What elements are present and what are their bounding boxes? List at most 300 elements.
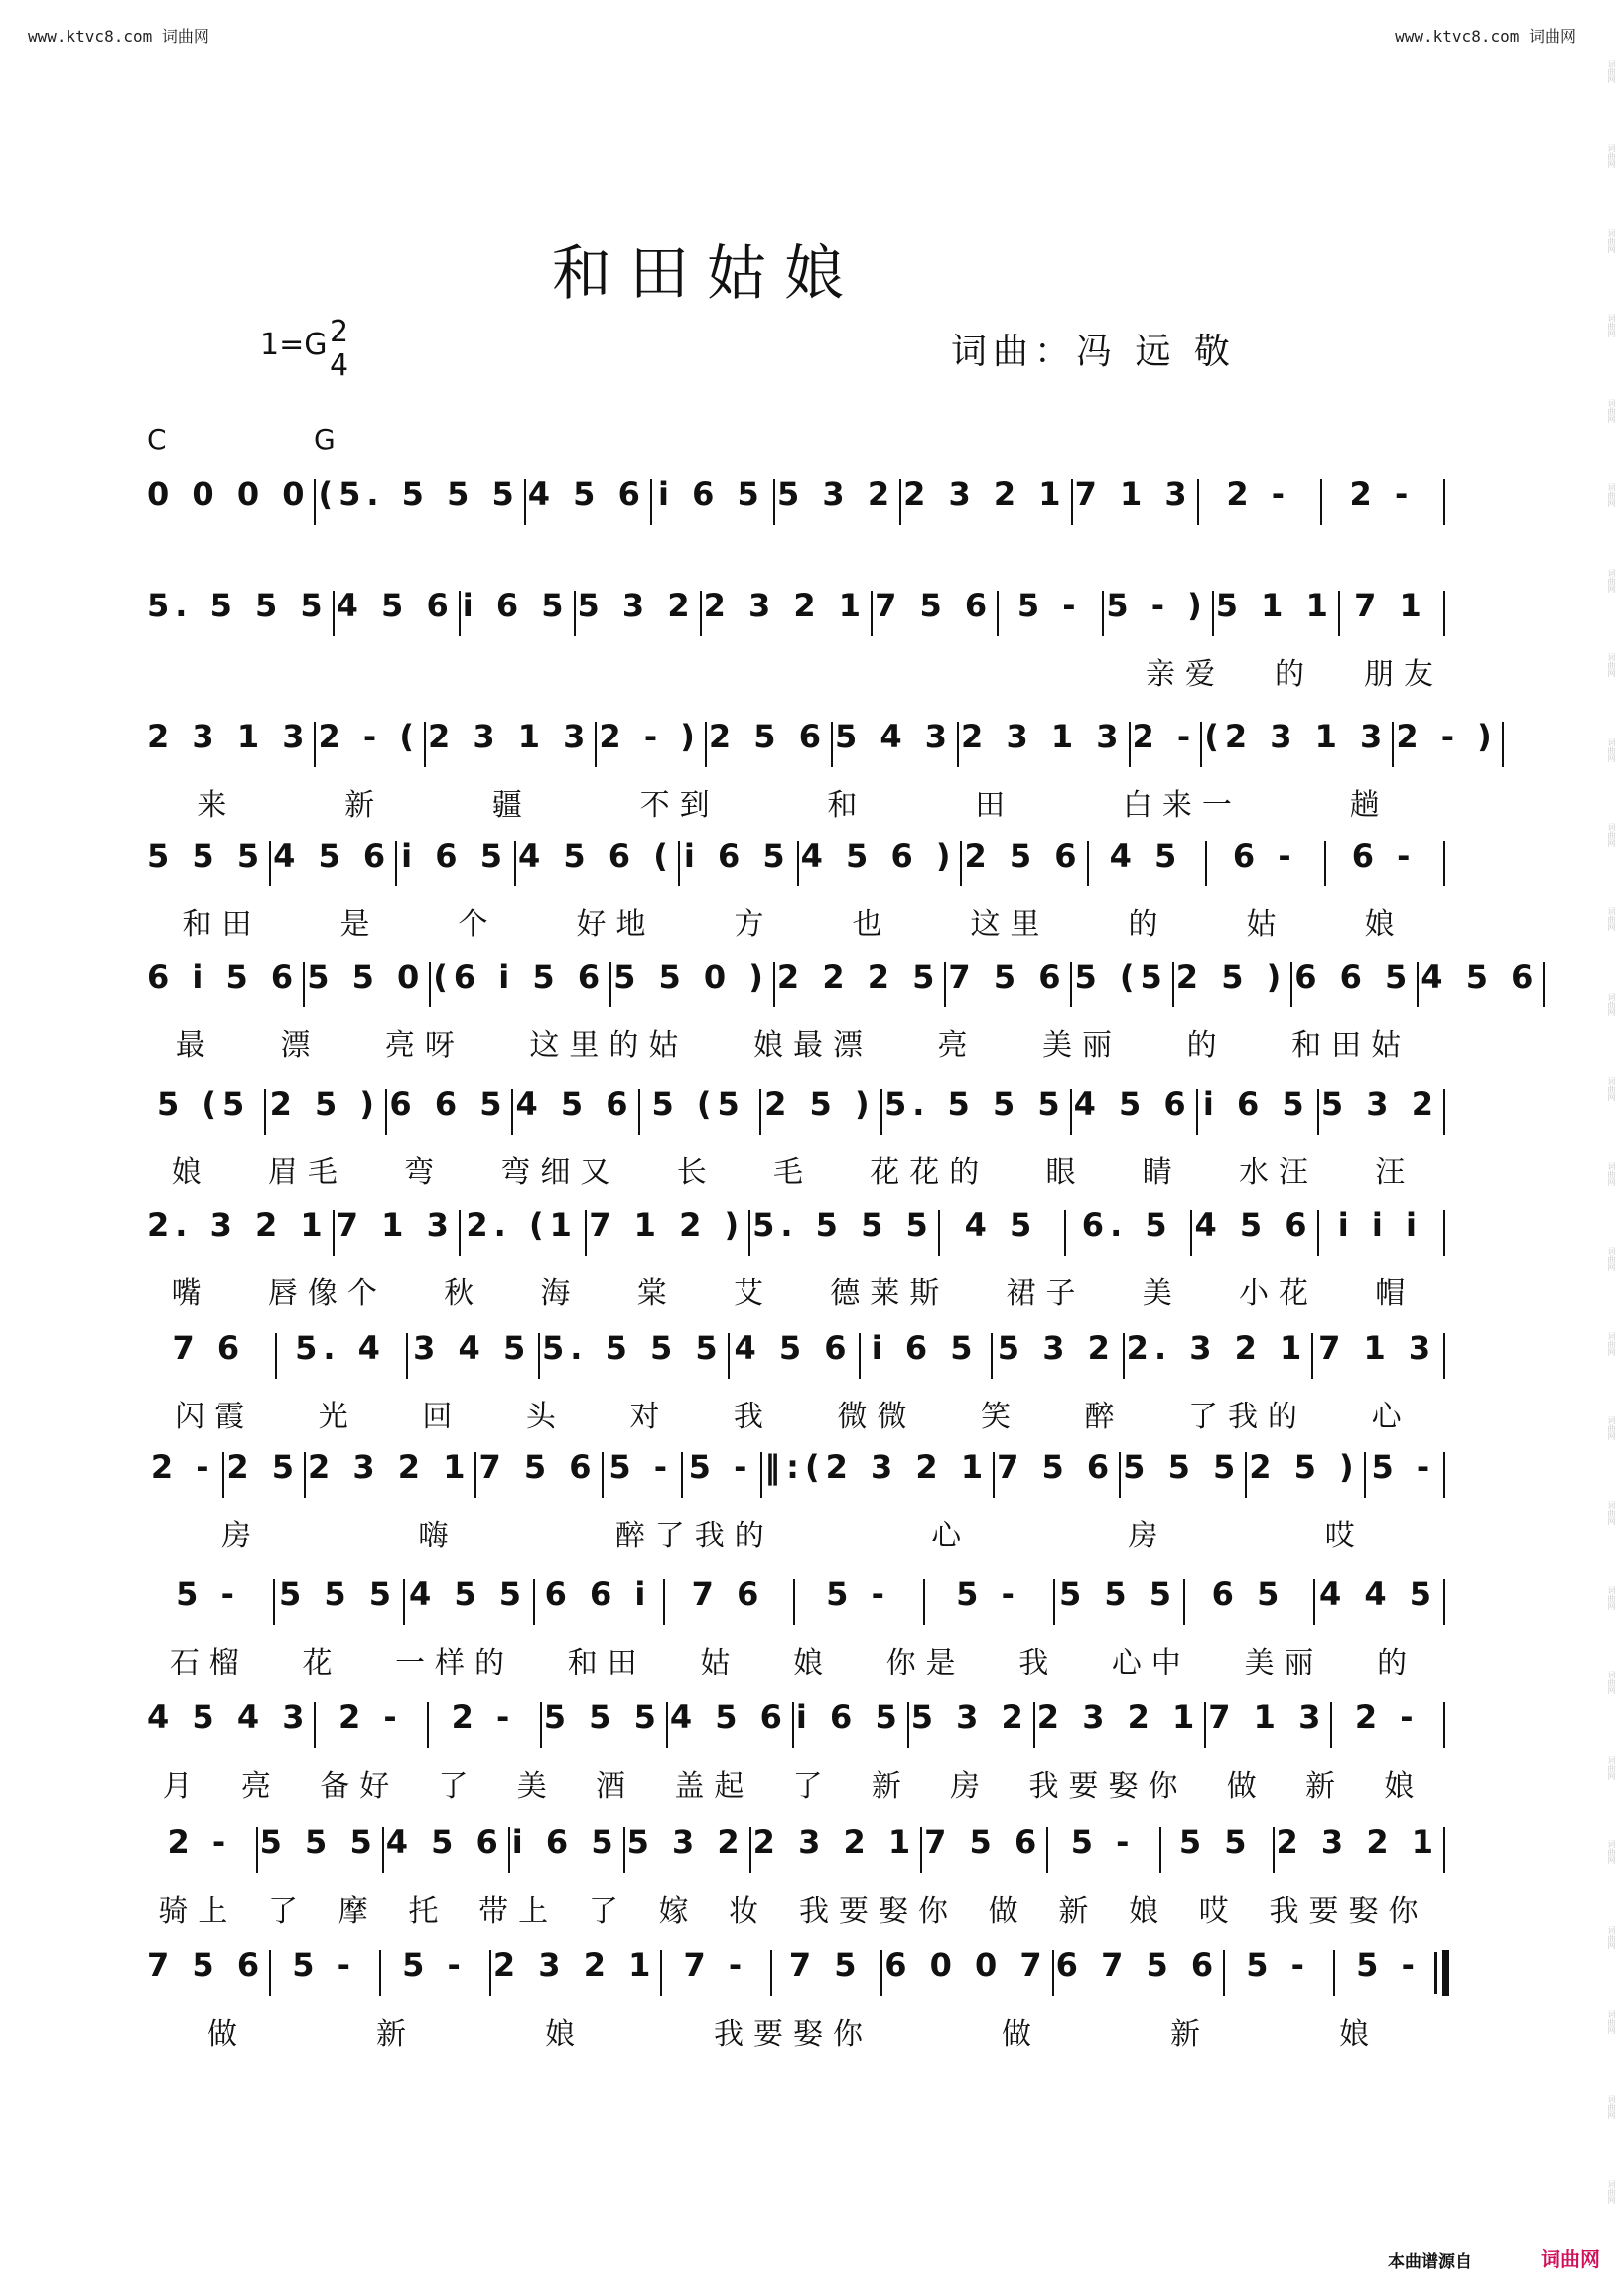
notes-row bbox=[143, 828, 1443, 883]
lyric-syllable: 托 bbox=[408, 1894, 449, 1929]
measure: 5. 5 5 5 bbox=[538, 1329, 728, 1367]
notes-row bbox=[143, 1439, 1443, 1495]
measure: 5 3 2 bbox=[1317, 1085, 1443, 1123]
song-title: 和田姑娘 bbox=[552, 239, 862, 309]
measure: (2 3 1 3 bbox=[1200, 718, 1392, 755]
lyric-syllable: 德莱斯 bbox=[830, 1276, 950, 1311]
lyric-syllable: 白来一 bbox=[1122, 788, 1242, 823]
measure: i 6 5 bbox=[859, 1329, 991, 1367]
lyric-syllable: 哎 bbox=[1198, 1894, 1239, 1929]
measure: 5 - bbox=[1364, 1448, 1443, 1486]
measure: 5 1 1 bbox=[1212, 587, 1338, 624]
notes-row bbox=[143, 1814, 1443, 1870]
lyric-syllable: 来 bbox=[197, 788, 237, 823]
measure: 7 1 3 bbox=[1311, 1329, 1443, 1367]
notes-row bbox=[143, 467, 1443, 522]
lyric-syllable: 新 bbox=[376, 2017, 416, 2052]
notes-row bbox=[143, 578, 1443, 633]
measure: 5 (5 bbox=[143, 1085, 264, 1123]
lyric-syllable: 花花的 bbox=[870, 1155, 990, 1190]
lyric-syllable: 对 bbox=[629, 1400, 670, 1434]
side-watermark-mark: 词曲网 bbox=[1607, 1501, 1616, 1526]
lyric-syllable: 心 bbox=[931, 1519, 972, 1553]
measure: 7 6 bbox=[143, 1329, 275, 1367]
measure: 7 1 3 bbox=[1071, 475, 1197, 513]
measure: 6 5 bbox=[1183, 1575, 1313, 1613]
lyric-syllable: 备好 bbox=[320, 1769, 400, 1804]
lyric-syllable: 这里的姑 bbox=[529, 1028, 689, 1063]
measure: 2 3 1 3 bbox=[143, 718, 314, 755]
measure: 6 7 5 6 bbox=[1052, 1946, 1223, 1984]
lyric-syllable: 我 bbox=[1018, 1646, 1059, 1680]
measure: 4 5 6 bbox=[382, 1823, 508, 1861]
measure: i 6 5 bbox=[792, 1698, 907, 1736]
notes-row bbox=[143, 1197, 1443, 1253]
measure: 4 5 6 bbox=[1070, 1085, 1196, 1123]
measure: 5 - bbox=[997, 587, 1102, 624]
chord-symbol: G bbox=[314, 423, 336, 456]
side-watermark-mark: 词曲网 bbox=[1607, 144, 1616, 169]
side-watermark-mark: 词曲网 bbox=[1607, 1161, 1616, 1186]
lyrics-row bbox=[143, 1269, 1443, 1311]
measure: 6 i 5 6 bbox=[143, 958, 303, 996]
lyric-syllable: 房 bbox=[221, 1519, 262, 1553]
side-watermark-mark: 词曲网 bbox=[1607, 822, 1616, 847]
lyric-syllable: 嘴 bbox=[171, 1276, 211, 1311]
side-watermark-mark: 词曲网 bbox=[1607, 653, 1616, 678]
lyric-syllable: 姑 bbox=[700, 1646, 741, 1680]
lyric-syllable: 房 bbox=[950, 1769, 991, 1804]
lyric-syllable: 娘 bbox=[545, 2017, 585, 2052]
lyric-syllable: 笑 bbox=[980, 1400, 1020, 1434]
chord-symbol: C bbox=[147, 423, 167, 456]
measure: 5 - bbox=[681, 1448, 760, 1486]
notes-row bbox=[143, 1320, 1443, 1376]
measure: 2 3 2 1 bbox=[899, 475, 1070, 513]
measure: 7 1 3 bbox=[1204, 1698, 1330, 1736]
lyric-syllable: 新 bbox=[344, 788, 385, 823]
measure: 6 - bbox=[1324, 837, 1443, 874]
measure: 5 - bbox=[143, 1575, 273, 1613]
side-watermark-mark: 词曲网 bbox=[1607, 1247, 1616, 1272]
measure: 4 5 6 bbox=[728, 1329, 860, 1367]
measure: 5 - bbox=[1333, 1946, 1443, 1984]
lyric-syllable: 亮 bbox=[240, 1769, 281, 1804]
lyric-syllable: 一样的 bbox=[395, 1646, 515, 1680]
notes-row bbox=[143, 1938, 1443, 1993]
side-watermark-mark: 词曲网 bbox=[1607, 1331, 1616, 1356]
lyric-syllable: 美 bbox=[516, 1769, 557, 1804]
score-system bbox=[143, 423, 1443, 586]
lyric-syllable: 我要娶你 bbox=[798, 1894, 958, 1929]
measure: 4 5 6 bbox=[511, 1085, 637, 1123]
measure: 7 - bbox=[660, 1946, 770, 1984]
notes-row bbox=[143, 1566, 1443, 1622]
lyric-syllable: 姑 bbox=[1246, 907, 1286, 942]
measure: 5 5 5 bbox=[256, 1823, 382, 1861]
lyric-syllable: 做 bbox=[1226, 1769, 1267, 1804]
lyric-syllable: 的 bbox=[1377, 1646, 1418, 1680]
lyric-syllable: 闪霞 bbox=[175, 1400, 255, 1434]
side-watermark-mark: 词曲网 bbox=[1607, 2094, 1616, 2119]
measure: 4 5 4 3 bbox=[143, 1698, 314, 1736]
measure: 2. 3 2 1 bbox=[1123, 1329, 1312, 1367]
lyric-syllable: 娘 bbox=[1129, 1894, 1169, 1929]
measure: 5 - ) bbox=[1102, 587, 1211, 624]
measure: (6 i 5 6 bbox=[429, 958, 609, 996]
score-system bbox=[143, 1197, 1443, 1316]
measure: 2 3 1 3 bbox=[424, 718, 595, 755]
lyric-syllable: 酒 bbox=[596, 1769, 636, 1804]
measure: 5 5 0 bbox=[303, 958, 429, 996]
lyrics-row bbox=[143, 2009, 1443, 2052]
measure: 5 - bbox=[793, 1575, 923, 1613]
score-system bbox=[143, 1566, 1443, 1685]
lyric-syllable: 醉 bbox=[1084, 1400, 1125, 1434]
measure: 2 5 ) bbox=[264, 1085, 385, 1123]
lyrics-row bbox=[143, 1886, 1443, 1929]
lyrics-row bbox=[143, 1020, 1443, 1063]
measure: 2 3 2 1 bbox=[1033, 1698, 1204, 1736]
lyrics-row bbox=[143, 1147, 1443, 1190]
lyric-syllable: 了我的 bbox=[1188, 1400, 1308, 1434]
score-system bbox=[143, 1320, 1443, 1439]
measure: 4 5 6 bbox=[333, 587, 459, 624]
side-watermark-mark: 词曲网 bbox=[1607, 992, 1616, 1016]
measure: 7 6 bbox=[663, 1575, 793, 1613]
lyric-syllable: 眼 bbox=[1045, 1155, 1086, 1190]
lyric-syllable: 房 bbox=[1128, 1519, 1168, 1553]
lyric-syllable: 摩 bbox=[338, 1894, 378, 1929]
side-watermark-mark: 词曲网 bbox=[1607, 228, 1616, 253]
measure: 5 - bbox=[602, 1448, 681, 1486]
lyric-syllable: 做 bbox=[988, 1894, 1028, 1929]
lyric-syllable: 长 bbox=[676, 1155, 717, 1190]
side-watermark-mark: 词曲网 bbox=[1607, 2010, 1616, 2035]
side-watermark-mark: 词曲网 bbox=[1607, 398, 1616, 423]
key-signature: 1=G bbox=[260, 328, 328, 362]
measure: 2 - bbox=[1320, 475, 1443, 513]
measure: 2 3 2 1 bbox=[489, 1946, 660, 1984]
lyric-syllable: 心 bbox=[1371, 1400, 1412, 1434]
lyric-syllable: 带上 bbox=[478, 1894, 559, 1929]
notes-row bbox=[143, 709, 1498, 764]
measure: 5 5 5 bbox=[1053, 1575, 1183, 1613]
measure: 2 5 ) bbox=[1172, 958, 1290, 996]
lyric-syllable: 石榴 bbox=[169, 1646, 249, 1680]
lyric-syllable: 了 bbox=[438, 1769, 478, 1804]
side-watermark-mark: 词曲网 bbox=[1607, 737, 1616, 762]
lyric-syllable: 艾 bbox=[733, 1276, 773, 1311]
measure: i 6 5 bbox=[650, 475, 773, 513]
measure: 2 - bbox=[1330, 1698, 1443, 1736]
measure: 7 1 bbox=[1338, 587, 1443, 624]
lyric-syllable: 我要娶你 bbox=[1028, 1769, 1188, 1804]
measure: 5 5 5 bbox=[273, 1575, 403, 1613]
lyric-syllable: 睛 bbox=[1142, 1155, 1182, 1190]
lyric-syllable: 的 bbox=[1128, 907, 1168, 942]
lyric-syllable: 水汪 bbox=[1239, 1155, 1319, 1190]
measure: 4 5 bbox=[938, 1206, 1064, 1244]
measure: 2 5 bbox=[222, 1448, 304, 1486]
measure: 0 0 0 0 bbox=[143, 475, 314, 513]
lyric-syllable: 我要娶你 bbox=[714, 2017, 873, 2052]
lyric-syllable: 裙子 bbox=[1006, 1276, 1086, 1311]
measure: 2 3 1 3 bbox=[957, 718, 1128, 755]
lyric-syllable: 回 bbox=[422, 1400, 463, 1434]
lyric-syllable: 不到 bbox=[639, 788, 720, 823]
score-system bbox=[143, 949, 1540, 1068]
lyric-syllable: 美丽 bbox=[1244, 1646, 1324, 1680]
score-system bbox=[143, 1938, 1443, 2057]
footer-source-text: 本曲谱源自 bbox=[1388, 2252, 1472, 2272]
side-watermark-mark: 词曲网 bbox=[1607, 483, 1616, 508]
measure: ‖:(2 3 2 1 bbox=[760, 1448, 993, 1486]
measure: 5 - bbox=[269, 1946, 379, 1984]
measure: 2 2 2 5 bbox=[773, 958, 944, 996]
measure: 5 - bbox=[923, 1575, 1053, 1613]
lyric-syllable: 和 bbox=[827, 788, 868, 823]
measure: i 6 5 bbox=[459, 587, 574, 624]
lyric-syllable: 嫁 bbox=[658, 1894, 699, 1929]
measure: 2 - bbox=[143, 1823, 256, 1861]
measure: 5 3 2 bbox=[907, 1698, 1033, 1736]
lyrics-row bbox=[143, 899, 1443, 942]
lyric-syllable: 新 bbox=[1058, 1894, 1099, 1929]
lyric-syllable: 娘 bbox=[1364, 907, 1405, 942]
side-watermark-mark: 词曲网 bbox=[1607, 568, 1616, 593]
side-watermark-mark: 词曲网 bbox=[1607, 60, 1616, 83]
score-system bbox=[143, 1814, 1443, 1934]
notes-row bbox=[143, 949, 1540, 1005]
lyric-syllable: 个 bbox=[458, 907, 498, 942]
measure: 2 5 6 bbox=[705, 718, 831, 755]
lyric-syllable: 好地 bbox=[576, 907, 656, 942]
measure: 5 5 5 bbox=[143, 837, 269, 874]
lyric-syllable: 头 bbox=[525, 1400, 566, 1434]
lyric-syllable: 做 bbox=[207, 2017, 247, 2052]
lyric-syllable: 了 bbox=[268, 1894, 309, 1929]
measure: 5 5 5 bbox=[540, 1698, 666, 1736]
header-right-url: www.ktvc8.com 词曲网 bbox=[1395, 27, 1576, 46]
measure: 5 3 2 bbox=[623, 1823, 749, 1861]
lyric-syllable: 小花 bbox=[1239, 1276, 1319, 1311]
lyric-syllable: 美 bbox=[1142, 1276, 1182, 1311]
time-signature-top: 2 bbox=[330, 315, 349, 349]
side-watermark-mark: 词曲网 bbox=[1607, 1755, 1616, 1780]
lyric-syllable: 娘 bbox=[1339, 2017, 1379, 2052]
score-system bbox=[143, 1076, 1443, 1195]
lyric-syllable: 趟 bbox=[1349, 788, 1390, 823]
measure: 7 5 bbox=[770, 1946, 880, 1984]
measure: 6 6 5 bbox=[385, 1085, 511, 1123]
measure: 5 - bbox=[1223, 1946, 1333, 1984]
lyric-syllable: 了 bbox=[792, 1769, 833, 1804]
measure: 5 3 2 bbox=[574, 587, 700, 624]
side-watermark-mark: 词曲网 bbox=[1607, 2179, 1616, 2204]
lyric-syllable: 亮呀 bbox=[384, 1028, 465, 1063]
measure: 5 - bbox=[379, 1946, 489, 1984]
lyric-syllable: 了 bbox=[588, 1894, 628, 1929]
lyric-syllable: 汪 bbox=[1375, 1155, 1416, 1190]
lyric-syllable: 方 bbox=[734, 907, 774, 942]
measure: 2 - bbox=[143, 1448, 222, 1486]
lyric-syllable: 弯 bbox=[404, 1155, 445, 1190]
lyric-syllable: 醉了我的 bbox=[614, 1519, 774, 1553]
measure: 5. 4 bbox=[275, 1329, 407, 1367]
chord-row bbox=[143, 423, 1443, 456]
measure: 2 3 2 1 bbox=[304, 1448, 474, 1486]
side-watermark-mark: 词曲网 bbox=[1607, 1671, 1616, 1695]
lyric-syllable: 漂 bbox=[280, 1028, 321, 1063]
notes-row bbox=[143, 1076, 1443, 1132]
lyric-syllable: 娘 bbox=[792, 1646, 833, 1680]
measure: 5 (5 bbox=[638, 1085, 759, 1123]
lyric-syllable: 毛 bbox=[772, 1155, 813, 1190]
lyric-syllable: 田 bbox=[975, 788, 1015, 823]
measure: 4 5 5 bbox=[403, 1575, 533, 1613]
lyric-syllable: 的 bbox=[1186, 1028, 1227, 1063]
lyric-syllable: 心中 bbox=[1111, 1646, 1191, 1680]
measure: 2 3 2 1 bbox=[749, 1823, 920, 1861]
measure: (5. 5 5 5 bbox=[314, 475, 523, 513]
measure: 7 5 6 bbox=[993, 1448, 1119, 1486]
measure: 4 5 6 ) bbox=[797, 837, 961, 874]
lyric-syllable: 美丽 bbox=[1042, 1028, 1123, 1063]
lyric-syllable: 最 bbox=[175, 1028, 215, 1063]
lyrics-row bbox=[143, 649, 1463, 692]
score-system bbox=[143, 828, 1443, 947]
lyric-syllable: 骑上 bbox=[158, 1894, 238, 1929]
footer-logo: 词曲网 bbox=[1541, 2247, 1600, 2271]
measure: i 6 5 bbox=[508, 1823, 623, 1861]
measure: 2 3 2 1 bbox=[700, 587, 871, 624]
side-watermark-mark: 词曲网 bbox=[1607, 1840, 1616, 1865]
measure: 2 5 ) bbox=[759, 1085, 880, 1123]
measure: 4 5 6 bbox=[524, 475, 650, 513]
lyric-syllable: 你是 bbox=[885, 1646, 966, 1680]
measure: 2 - bbox=[314, 1698, 427, 1736]
lyric-syllable: 哎 bbox=[1324, 1519, 1365, 1553]
lyric-syllable: 新 bbox=[1305, 1769, 1346, 1804]
measure: 2. 3 2 1 bbox=[143, 1206, 333, 1244]
measure: 2. (1 bbox=[459, 1206, 585, 1244]
side-watermark-mark: 词曲网 bbox=[1607, 907, 1616, 932]
lyric-syllable: 朋友 bbox=[1364, 657, 1443, 692]
measure: 4 5 6 bbox=[1417, 958, 1543, 996]
measure: 5 (5 bbox=[1070, 958, 1171, 996]
lyric-syllable: 和田姑 bbox=[1291, 1028, 1412, 1063]
measure: 7 5 6 bbox=[920, 1823, 1046, 1861]
lyric-syllable: 娘最漂 bbox=[752, 1028, 873, 1063]
measure: 6 - bbox=[1205, 837, 1324, 874]
lyric-syllable: 唇像个 bbox=[267, 1276, 387, 1311]
measure: 6 6 5 bbox=[1290, 958, 1417, 996]
composer-credit: 词曲：冯 远 敬 bbox=[951, 332, 1236, 372]
measure: 5 5 5 bbox=[1119, 1448, 1245, 1486]
lyric-syllable: 弯细又 bbox=[500, 1155, 620, 1190]
lyric-syllable: 月 bbox=[162, 1769, 203, 1804]
measure: 7 1 3 bbox=[333, 1206, 459, 1244]
measure: 7 5 6 bbox=[944, 958, 1070, 996]
side-watermark-strip bbox=[1604, 60, 1618, 2204]
measure: 2 3 2 1 bbox=[1273, 1823, 1443, 1861]
measure: 2 5 ) bbox=[1245, 1448, 1363, 1486]
lyrics-row bbox=[143, 1638, 1443, 1680]
lyric-syllable: 也 bbox=[852, 907, 892, 942]
notes-row bbox=[143, 1689, 1443, 1745]
measure: 3 4 5 bbox=[406, 1329, 538, 1367]
measure: 7 5 6 bbox=[143, 1946, 269, 1984]
header-left-url: www.ktvc8.com 词曲网 bbox=[28, 27, 209, 46]
score-system bbox=[143, 1689, 1443, 1809]
measure: 5 - bbox=[1046, 1823, 1159, 1861]
lyric-syllable: 花 bbox=[302, 1646, 342, 1680]
measure: 6. 5 bbox=[1064, 1206, 1190, 1244]
measure: 2 - bbox=[1129, 718, 1201, 755]
measure: 5. 5 5 5 bbox=[880, 1085, 1070, 1123]
measure: 5 5 0 ) bbox=[609, 958, 773, 996]
lyric-syllable: 娘 bbox=[171, 1155, 211, 1190]
lyric-syllable: 海 bbox=[540, 1276, 581, 1311]
measure: i 6 5 bbox=[395, 837, 514, 874]
measure: 5 3 2 bbox=[773, 475, 899, 513]
measure: 4 5 6 bbox=[666, 1698, 792, 1736]
measure: 5 4 3 bbox=[831, 718, 957, 755]
lyric-syllable: 做 bbox=[1002, 2017, 1041, 2052]
lyric-syllable: 娘 bbox=[1384, 1769, 1424, 1804]
measure: i 6 5 bbox=[678, 837, 797, 874]
lyric-syllable: 和田 bbox=[182, 907, 262, 942]
measure: 6 6 i bbox=[533, 1575, 663, 1613]
lyric-syllable: 疆 bbox=[491, 788, 532, 823]
lyrics-row bbox=[143, 1511, 1443, 1553]
lyric-syllable: 眉毛 bbox=[267, 1155, 347, 1190]
measure: 4 4 5 bbox=[1313, 1575, 1443, 1613]
lyric-syllable: 新 bbox=[1170, 2017, 1210, 2052]
lyrics-row bbox=[143, 780, 1443, 823]
score-system bbox=[143, 578, 1443, 697]
measure: i 6 5 bbox=[1196, 1085, 1317, 1123]
measure: 4 5 6 ( bbox=[514, 837, 678, 874]
measure: 2 - ) bbox=[1392, 718, 1501, 755]
lyrics-row bbox=[143, 1761, 1443, 1804]
lyric-syllable: 光 bbox=[318, 1400, 358, 1434]
side-watermark-mark: 词曲网 bbox=[1607, 1925, 1616, 1949]
side-watermark-mark: 词曲网 bbox=[1607, 314, 1616, 338]
measure: 5 5 bbox=[1159, 1823, 1273, 1861]
lyric-syllable: 我 bbox=[733, 1400, 773, 1434]
measure: 2 - bbox=[1197, 475, 1320, 513]
lyric-syllable: 棠 bbox=[636, 1276, 677, 1311]
measure: 7 5 6 bbox=[871, 587, 997, 624]
lyric-syllable: 是 bbox=[339, 907, 380, 942]
lyrics-row bbox=[143, 1392, 1443, 1434]
measure: 2 - ) bbox=[595, 718, 704, 755]
time-signature bbox=[330, 316, 348, 383]
lyric-syllable: 亮 bbox=[937, 1028, 978, 1063]
score-system bbox=[143, 709, 1498, 828]
measure: 5 3 2 bbox=[991, 1329, 1123, 1367]
side-watermark-mark: 词曲网 bbox=[1607, 1585, 1616, 1610]
measure: 5. 5 5 5 bbox=[748, 1206, 938, 1244]
lyric-syllable: 的 bbox=[1275, 657, 1314, 692]
measure: 2 - ( bbox=[314, 718, 423, 755]
measure: 5. 5 5 5 bbox=[143, 587, 333, 624]
lyric-syllable: 盖起 bbox=[674, 1769, 754, 1804]
side-watermark-mark: 词曲网 bbox=[1607, 1416, 1616, 1440]
lyric-syllable: 这里 bbox=[970, 907, 1050, 942]
